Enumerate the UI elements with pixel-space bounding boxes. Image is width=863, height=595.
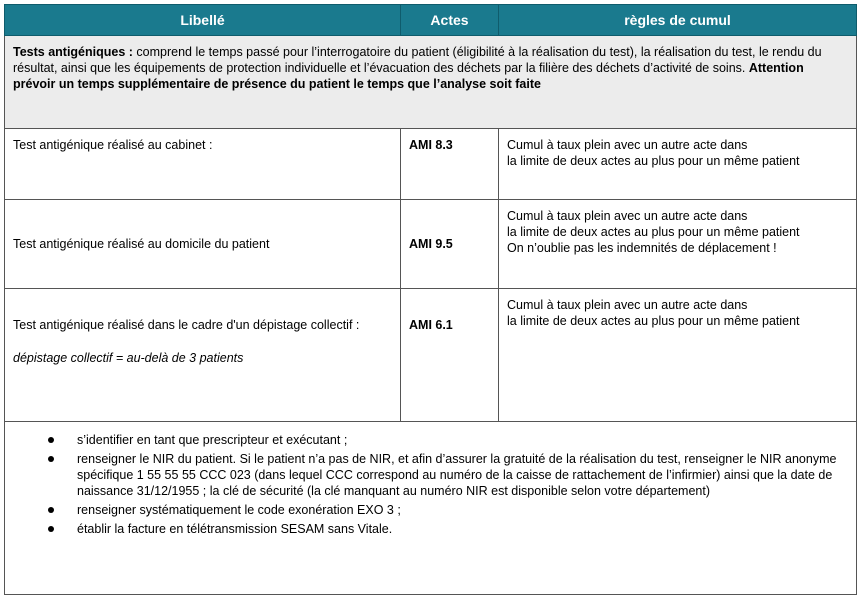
intro-cell <box>5 36 857 129</box>
label-cell <box>5 200 401 289</box>
list-item: s’identifier en tant que prescripteur et exécutant ; <box>77 432 848 448</box>
rule-line: On n’oublie pas les indemnités de déplacement ! <box>507 241 777 255</box>
header-row <box>5 5 857 36</box>
intro-text: comprend le temps passé pour l’interrogatoire du patient (éligibilité à la réalisation du test), la réalisation du test, le rendu du résultat, ainsi que les équipements de protection individuelle et l’évacuation des déchets par la filière des déchets d’activité de soins. <box>13 45 822 75</box>
act-code: AMI 6.1 <box>409 318 453 332</box>
label-cell <box>5 289 401 422</box>
instructions-row <box>5 422 857 595</box>
header-regles: règles de cumul <box>499 5 857 36</box>
row-label: Test antigénique réalisé au cabinet : <box>13 138 213 152</box>
intro-bold-lead: Tests antigéniques : <box>13 45 133 59</box>
rules-cell <box>499 200 857 289</box>
act-code: AMI 9.5 <box>409 237 453 251</box>
rules-cell <box>499 129 857 200</box>
list-item: établir la facture en télétransmission SESAM sans Vitale. <box>77 521 848 537</box>
list-item: renseigner systématiquement le code exonération EXO 3 ; <box>77 502 848 518</box>
rule-line: Cumul à taux plein avec un autre acte dans <box>507 138 748 152</box>
table-row-domicile <box>5 200 857 289</box>
rule-line: Cumul à taux plein avec un autre acte dans <box>507 209 748 223</box>
header-actes: Actes <box>401 5 499 36</box>
rule-line: Cumul à taux plein avec un autre acte dans <box>507 298 748 312</box>
table-row-cabinet <box>5 129 857 200</box>
instructions-cell <box>5 422 857 595</box>
act-code: AMI 8.3 <box>409 138 453 152</box>
row-label: Test antigénique réalisé dans le cadre d'un dépistage collectif : <box>13 318 360 332</box>
rules-cell <box>499 289 857 422</box>
act-cell <box>401 129 499 200</box>
rule-line: la limite de deux actes au plus pour un même patient <box>507 314 800 328</box>
rule-line: la limite de deux actes au plus pour un même patient <box>507 225 800 239</box>
act-cell <box>401 289 499 422</box>
row-note: dépistage collectif = au-delà de 3 patients <box>13 351 244 365</box>
intro-row <box>5 36 857 129</box>
header-libelle: Libellé <box>5 5 401 36</box>
act-cell <box>401 200 499 289</box>
list-item: renseigner le NIR du patient. Si le patient n’a pas de NIR, et afin d’assurer la gratuité de la réalisation du test, renseigner le NIR anonyme spécifique 1 55 55 55 CCC 023 (dans lequel CCC correspond au numéro de la caisse de rattachement de l’infirmier) ainsi que la date de naissance 31/12/1955 ; la clé de sécurité (la clé manquant au numéro NIR est disponible selon votre département) <box>77 451 848 499</box>
row-label: Test antigénique réalisé au domicile du patient <box>13 237 270 251</box>
rule-line: la limite de deux actes au plus pour un même patient <box>507 154 800 168</box>
instructions-list <box>37 432 848 537</box>
label-cell <box>5 129 401 200</box>
tariff-table <box>4 4 857 595</box>
table-row-collectif <box>5 289 857 422</box>
intro-warning: Attention prévoir un temps supplémentaire de présence du patient le temps que l’analyse soit faite <box>13 61 804 91</box>
